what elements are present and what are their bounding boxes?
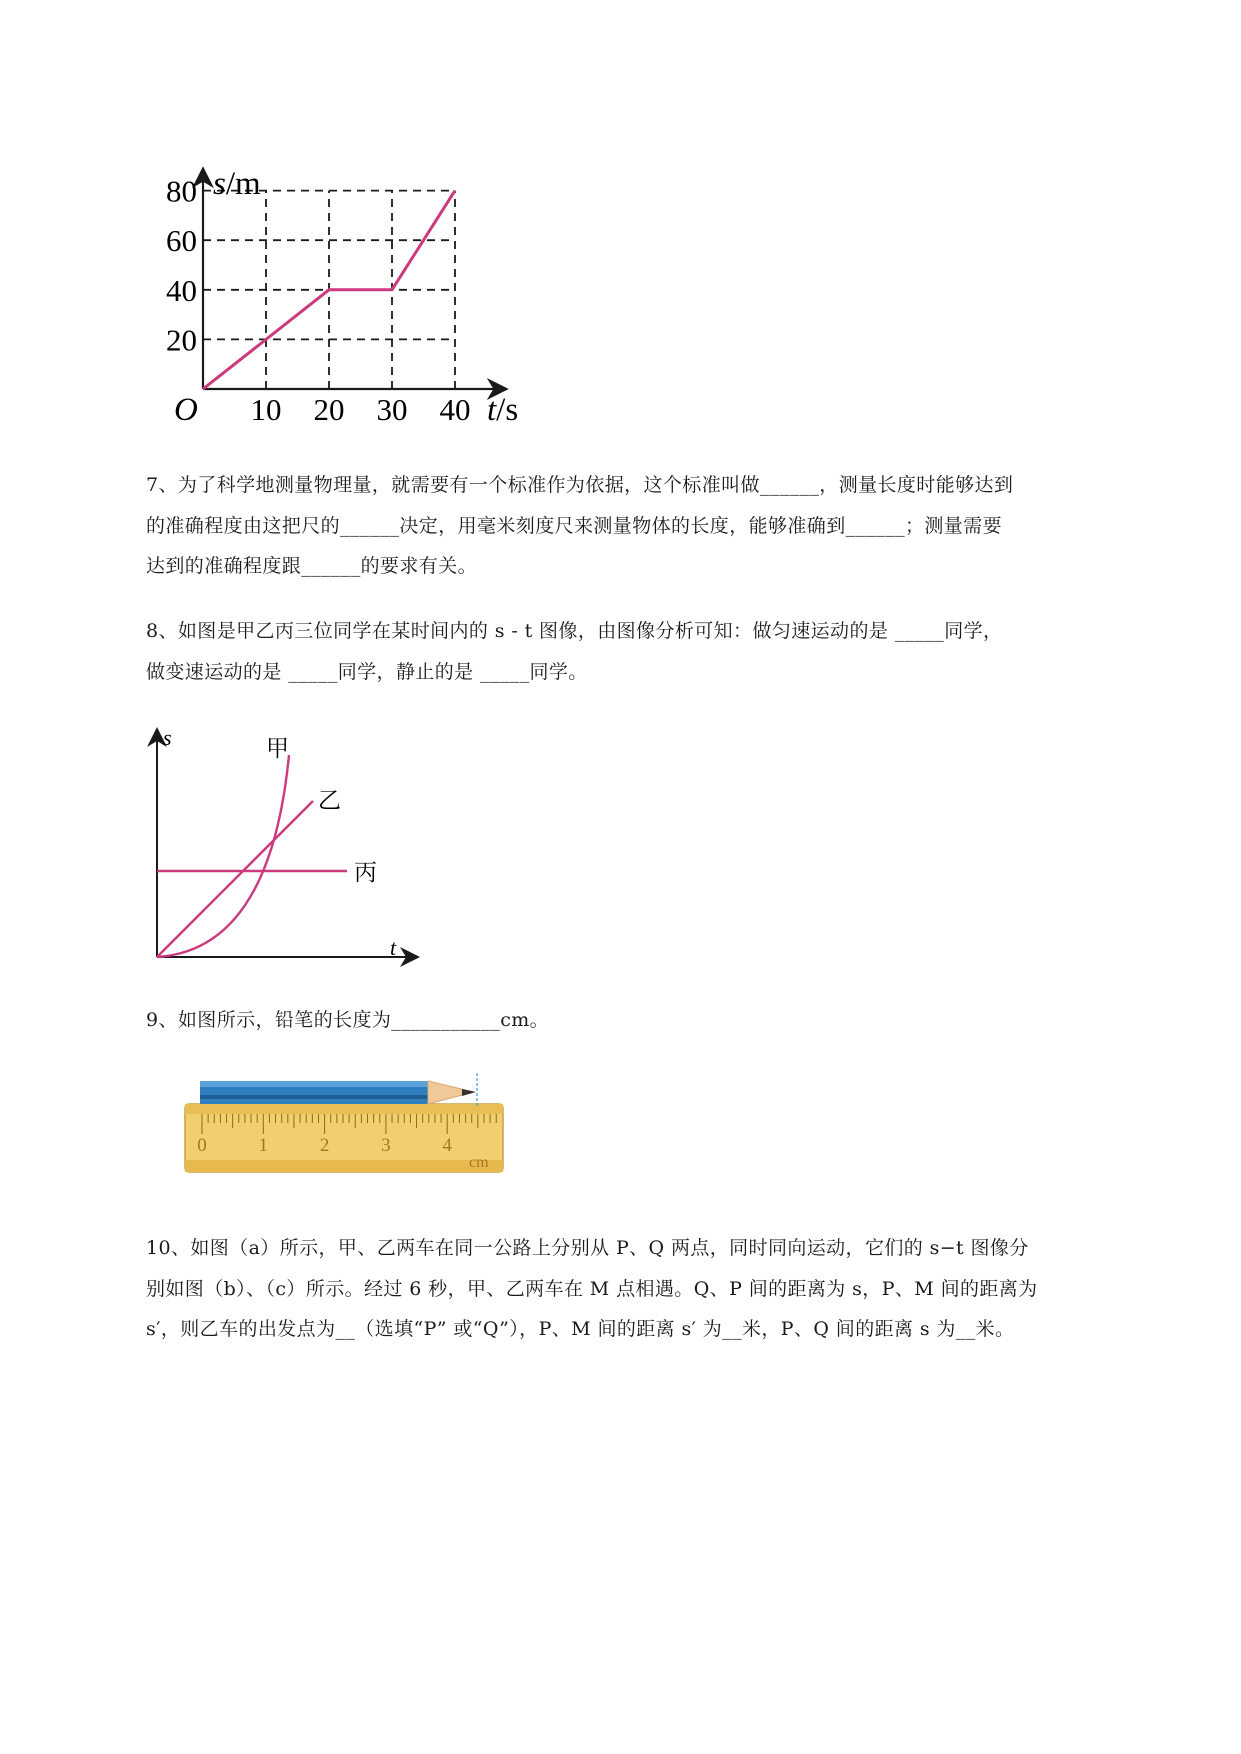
st-graph-chart [150, 155, 530, 435]
ruler-number: 3 [381, 1135, 391, 1156]
y-tick-label: 40 [166, 272, 197, 308]
pencil-lead-tip [462, 1089, 476, 1096]
ruler-number: 4 [442, 1135, 452, 1156]
q7-line-1: 7、为了科学地测量物理量，就需要有一个标准作为依据，这个标准叫做______，测量长度时能够达到 [146, 474, 1014, 496]
series-yi-line [157, 801, 313, 957]
ruler-number: 2 [319, 1135, 330, 1156]
three-student-st-chart [140, 720, 430, 970]
y-tick-label: 80 [166, 173, 197, 209]
x-axis-label: t [390, 935, 397, 960]
label-bing: 丙 [354, 860, 377, 885]
q10-line-1: 10、如图（a）所示，甲、乙两车在同一公路上分别从 P、Q 两点，同时同向运动，它们的 s−t 图像分 [146, 1237, 1029, 1259]
question-10 [146, 1228, 1166, 1350]
q8-line-1: 8、如图是甲乙丙三位同学在某时间内的 s - t 图像，由图像分析可知：做匀速运动的是 _____同学， [146, 620, 1003, 642]
label-yi: 乙 [318, 788, 341, 813]
ruler-unit-label: cm [469, 1154, 489, 1171]
question-8 [146, 611, 1166, 692]
q10-line-2: 别如图（b）、（c）所示。经过 6 秒，甲、乙两车在 M 点相遇。Q、P 间的距离为 s，P、M 间的距离为 [146, 1277, 1038, 1300]
y-axis-label: s/m [213, 166, 261, 202]
x-tick-label: 30 [376, 392, 408, 427]
series-jia-curve [157, 755, 289, 957]
q10-line-3: s′，则乙车的出发点为__（选填“P” 或“Q”），P、M 间的距离 s′ 为__米，P、Q 间的距离 s 为__米。 [146, 1318, 1015, 1340]
q8-line-2: 做变速运动的是 _____同学，静止的是 _____同学。 [146, 660, 588, 683]
x-tick-label: 10 [250, 392, 282, 427]
y-tick-label: 20 [166, 322, 197, 358]
y-axis-label: s [163, 725, 172, 750]
y-tick-label: 60 [166, 223, 197, 259]
label-jia: 甲 [266, 736, 289, 761]
ruler-number: 1 [258, 1135, 269, 1156]
q7-line-2: 的准确程度由这把尺的______决定，用毫米刻度尺来测量物体的长度，能够准确到______；测量需要 [146, 514, 1003, 537]
q7-line-3: 达到的准确程度跟______的要求有关。 [146, 555, 478, 577]
pencil-ruler-illustration [180, 1070, 510, 1180]
x-tick-label: 20 [313, 392, 345, 427]
question-7 [146, 465, 1166, 587]
origin-label: O [174, 392, 198, 428]
q9-line-1: 9、如图所示，铅笔的长度为___________cm。 [146, 1009, 550, 1031]
question-9 [146, 1000, 1166, 1041]
ruler-number: 0 [197, 1135, 207, 1156]
x-tick-label: 40 [439, 392, 471, 427]
x-axis-label: t/s [487, 392, 519, 428]
